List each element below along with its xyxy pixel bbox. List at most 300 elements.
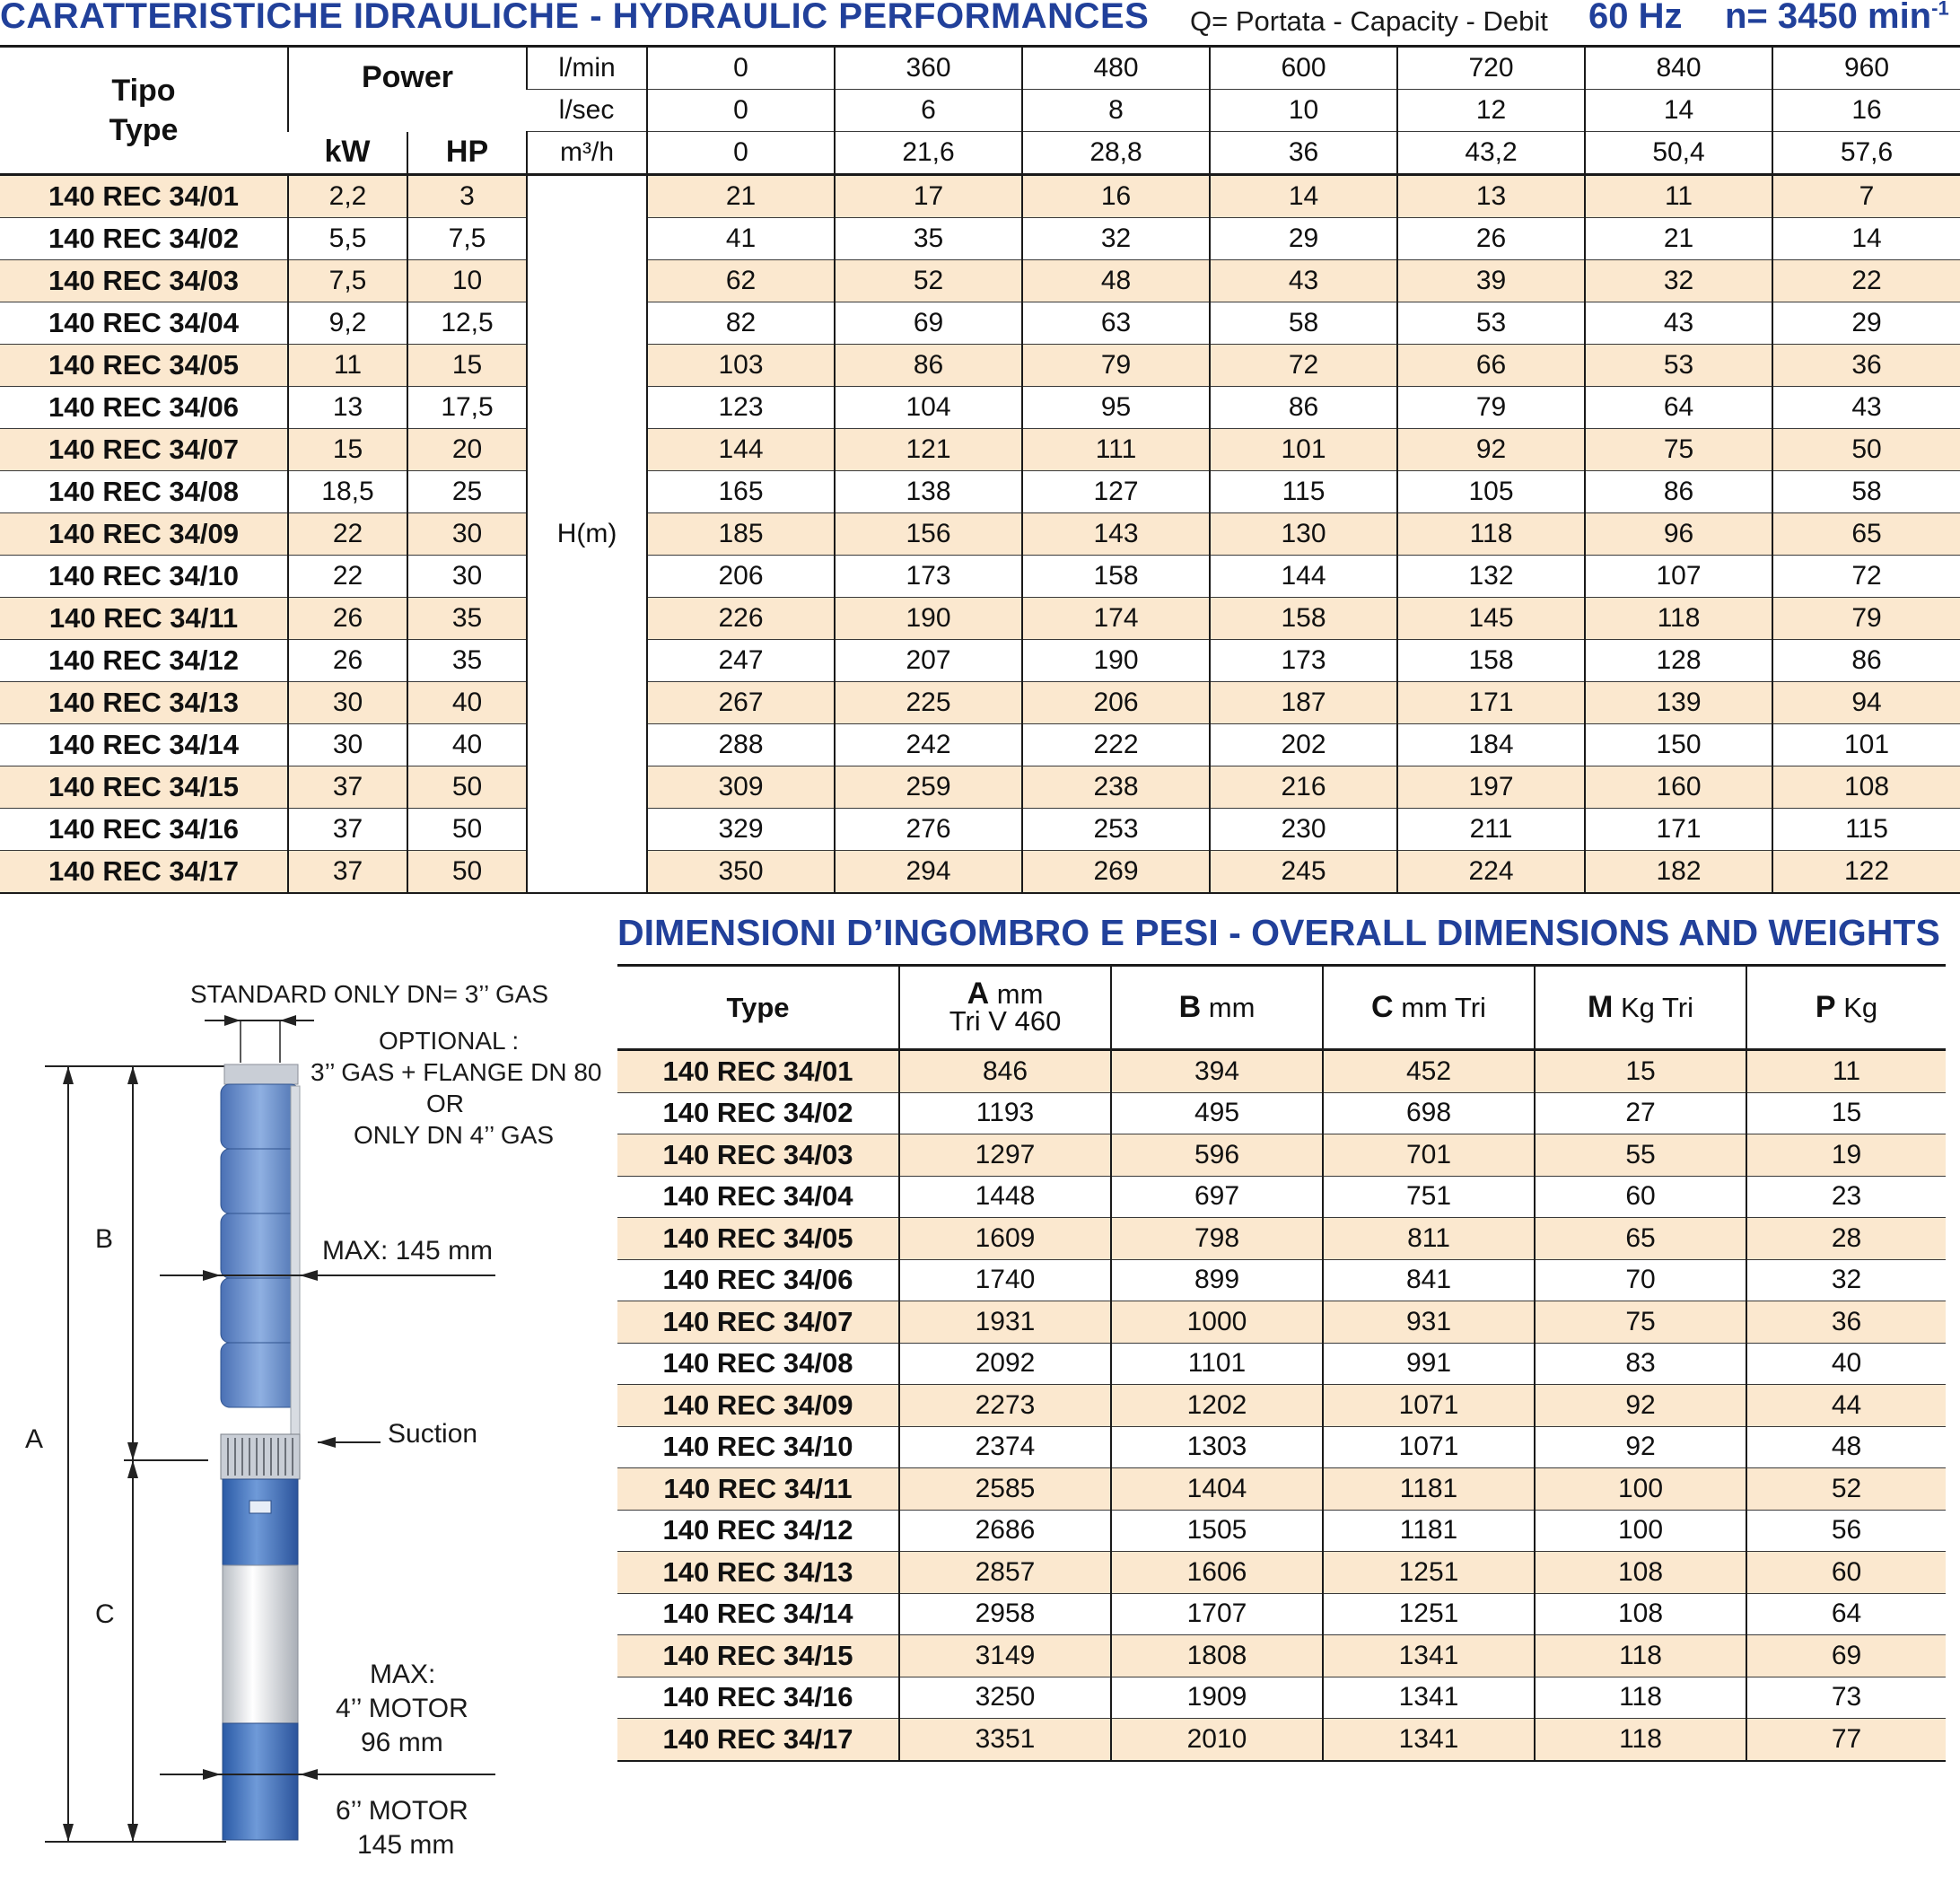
dim-b-value: 899 xyxy=(1111,1259,1323,1301)
head-value: 230 xyxy=(1210,809,1397,851)
dim-p-value: 32 xyxy=(1746,1259,1946,1301)
head-value: 115 xyxy=(1210,471,1397,513)
pump-type: 140 REC 34/14 xyxy=(0,724,288,766)
q-lmin-6: 960 xyxy=(1772,47,1960,90)
power-hp: 15 xyxy=(407,345,527,387)
dim-b-label: B xyxy=(95,1224,114,1254)
speed-label: n= 3450 $\min^{-1}$ xyxy=(1725,0,1949,36)
dim-b-value: 1606 xyxy=(1111,1552,1323,1594)
dimension-row xyxy=(617,1301,1946,1344)
head-value: 245 xyxy=(1210,851,1397,894)
dim-a-value: 2958 xyxy=(899,1593,1111,1635)
dim-c-value: 452 xyxy=(1323,1050,1535,1093)
pump-type: 140 REC 34/06 xyxy=(0,387,288,429)
head-value: 122 xyxy=(1772,851,1960,894)
head-value: 108 xyxy=(1772,766,1960,809)
dim-pump-type: 140 REC 34/14 xyxy=(617,1593,899,1635)
dim-p-value: 60 xyxy=(1746,1552,1946,1594)
head-value: 173 xyxy=(835,556,1022,598)
head-value: 253 xyxy=(1022,809,1210,851)
head-value: 65 xyxy=(1772,513,1960,556)
head-value: 309 xyxy=(647,766,835,809)
head-value: 111 xyxy=(1022,429,1210,471)
head-value: 82 xyxy=(647,302,835,345)
head-value: 197 xyxy=(1397,766,1585,809)
dim-c-value: 841 xyxy=(1323,1259,1535,1301)
dimension-row xyxy=(617,1050,1946,1093)
arrow-a-top xyxy=(63,1066,74,1084)
arrow-b-top xyxy=(127,1066,138,1084)
optional-note-4: ONLY DN 4’’ GAS xyxy=(354,1121,555,1149)
head-value: 171 xyxy=(1585,809,1772,851)
head-value: 222 xyxy=(1022,724,1210,766)
dimension-row xyxy=(617,1593,1946,1635)
hydraulic-row xyxy=(0,851,1960,894)
power-header: Power xyxy=(288,47,527,132)
head-value: 238 xyxy=(1022,766,1210,809)
q-m3h-3: 36 xyxy=(1210,132,1397,175)
pump-type: 140 REC 34/15 xyxy=(0,766,288,809)
suction-strainer xyxy=(221,1434,300,1479)
dim-pump-type: 140 REC 34/03 xyxy=(617,1134,899,1177)
head-value: 144 xyxy=(1210,556,1397,598)
head-value: 101 xyxy=(1210,429,1397,471)
power-kw: 13 xyxy=(288,387,407,429)
dim-a-value: 1448 xyxy=(899,1176,1111,1218)
head-value: 53 xyxy=(1585,345,1772,387)
power-hp: 20 xyxy=(407,429,527,471)
head-value: 224 xyxy=(1397,851,1585,894)
dim-m-value: 27 xyxy=(1535,1092,1746,1134)
pump-type: 140 REC 34/11 xyxy=(0,598,288,640)
head-value: 165 xyxy=(647,471,835,513)
head-value: 107 xyxy=(1585,556,1772,598)
dim-pump-type: 140 REC 34/08 xyxy=(617,1343,899,1385)
dim-b-value: 596 xyxy=(1111,1134,1323,1177)
dim-a-value: 3250 xyxy=(899,1677,1111,1719)
q-lsec-0: 0 xyxy=(647,90,835,132)
dimension-row xyxy=(617,1552,1946,1594)
dim-p-header: P Kg xyxy=(1746,966,1946,1050)
head-value: 118 xyxy=(1585,598,1772,640)
dim-a-value: 2092 xyxy=(899,1343,1111,1385)
hydraulic-performance-table xyxy=(0,45,1960,894)
hydraulic-row xyxy=(0,218,1960,260)
power-hp: 35 xyxy=(407,640,527,682)
head-value: 206 xyxy=(647,556,835,598)
dim-pump-type: 140 REC 34/16 xyxy=(617,1677,899,1719)
dim-a-value: 1740 xyxy=(899,1259,1111,1301)
head-value: 79 xyxy=(1022,345,1210,387)
power-hp: 30 xyxy=(407,513,527,556)
pump-type: 140 REC 34/01 xyxy=(0,175,288,218)
hydraulic-row xyxy=(0,260,1960,302)
dim-b-value: 1909 xyxy=(1111,1677,1323,1719)
head-value: 104 xyxy=(835,387,1022,429)
motor4-mm-label: 96 mm xyxy=(361,1728,443,1757)
power-hp: 40 xyxy=(407,724,527,766)
pump-head xyxy=(224,1064,298,1084)
head-value: 86 xyxy=(1585,471,1772,513)
dim-a-label: A xyxy=(25,1424,44,1454)
head-value: 118 xyxy=(1397,513,1585,556)
q-lmin-5: 840 xyxy=(1585,47,1772,90)
optional-note-2: 3’’ GAS + FLANGE DN 80 xyxy=(311,1058,602,1086)
dim-m-value: 60 xyxy=(1535,1176,1746,1218)
head-value: 216 xyxy=(1210,766,1397,809)
head-value: 95 xyxy=(1022,387,1210,429)
power-kw: 9,2 xyxy=(288,302,407,345)
head-value: 75 xyxy=(1585,429,1772,471)
arrow-a-bottom xyxy=(63,1824,74,1842)
dim-b-value: 1202 xyxy=(1111,1385,1323,1427)
arrow-outlet-left xyxy=(224,1015,241,1026)
head-value: 158 xyxy=(1022,556,1210,598)
max-145-label: MAX: 145 mm xyxy=(322,1236,494,1266)
head-value: 259 xyxy=(835,766,1022,809)
dim-a-value: 3149 xyxy=(899,1635,1111,1677)
dim-b-value: 2010 xyxy=(1111,1719,1323,1761)
head-value: 29 xyxy=(1210,218,1397,260)
dim-m-value: 108 xyxy=(1535,1552,1746,1594)
dim-m-header: M Kg Tri xyxy=(1535,966,1746,1050)
head-value: 32 xyxy=(1585,260,1772,302)
power-kw: 11 xyxy=(288,345,407,387)
motor-upper xyxy=(223,1479,298,1565)
head-value: 29 xyxy=(1772,302,1960,345)
power-hp: 7,5 xyxy=(407,218,527,260)
head-value: 72 xyxy=(1772,556,1960,598)
dim-m-value: 92 xyxy=(1535,1426,1746,1468)
dimensions-title: DIMENSIONI D’INGOMBRO E PESI - OVERALL DIMENSIONS AND WEIGHTS xyxy=(617,912,1940,953)
head-value: 41 xyxy=(647,218,835,260)
hydraulic-row xyxy=(0,809,1960,851)
dim-pump-type: 140 REC 34/01 xyxy=(617,1050,899,1093)
dim-b-value: 1101 xyxy=(1111,1343,1323,1385)
dim-pump-type: 140 REC 34/05 xyxy=(617,1218,899,1260)
dim-c-value: 1181 xyxy=(1323,1510,1535,1552)
head-value: 43 xyxy=(1772,387,1960,429)
head-value: 21 xyxy=(647,175,835,218)
head-value: 226 xyxy=(647,598,835,640)
dim-p-value: 69 xyxy=(1746,1635,1946,1677)
dim-p-value: 64 xyxy=(1746,1593,1946,1635)
head-value: 21 xyxy=(1585,218,1772,260)
title-bar xyxy=(0,0,1960,43)
q-lsec-5: 14 xyxy=(1585,90,1772,132)
dim-a-value: 2857 xyxy=(899,1552,1111,1594)
page-title: CARATTERISTICHE IDRAULICHE - HYDRAULIC PERFORMANCES xyxy=(0,0,1150,36)
pump-stage-2 xyxy=(221,1149,300,1213)
power-kw: 30 xyxy=(288,682,407,724)
q-lmin-3: 600 xyxy=(1210,47,1397,90)
dim-p-value: 36 xyxy=(1746,1301,1946,1344)
q-m3h-4: 43,2 xyxy=(1397,132,1585,175)
head-value: 32 xyxy=(1022,218,1210,260)
dimension-row xyxy=(617,1635,1946,1677)
dim-m-value: 65 xyxy=(1535,1218,1746,1260)
frequency-label: 60 Hz xyxy=(1588,0,1683,36)
pump-stage-3 xyxy=(221,1213,300,1278)
q-m3h-2: 28,8 xyxy=(1022,132,1210,175)
dim-a-value: 2686 xyxy=(899,1510,1111,1552)
dim-p-value: 77 xyxy=(1746,1719,1946,1761)
head-value: 139 xyxy=(1585,682,1772,724)
hydraulic-row xyxy=(0,724,1960,766)
dim-p-value: 40 xyxy=(1746,1343,1946,1385)
dim-c-label: C xyxy=(95,1599,115,1629)
dim-c-value: 991 xyxy=(1323,1343,1535,1385)
power-kw: 22 xyxy=(288,513,407,556)
head-value: 66 xyxy=(1397,345,1585,387)
head-value: 202 xyxy=(1210,724,1397,766)
head-value: 79 xyxy=(1397,387,1585,429)
dim-c-value: 751 xyxy=(1323,1176,1535,1218)
head-value: 211 xyxy=(1397,809,1585,851)
head-value: 158 xyxy=(1210,598,1397,640)
head-value: 190 xyxy=(835,598,1022,640)
dim-p-value: 52 xyxy=(1746,1468,1946,1511)
dim-type-header: Type xyxy=(617,966,899,1050)
hydraulic-row xyxy=(0,556,1960,598)
q-m3h-1: 21,6 xyxy=(835,132,1022,175)
hydraulic-row xyxy=(0,598,1960,640)
power-hp: 40 xyxy=(407,682,527,724)
dim-b-value: 1404 xyxy=(1111,1468,1323,1511)
max-label: MAX: xyxy=(370,1660,436,1689)
arrow-max145-right xyxy=(300,1270,318,1281)
dim-m-value: 83 xyxy=(1535,1343,1746,1385)
dim-a-value: 1931 xyxy=(899,1301,1111,1344)
head-value: 11 xyxy=(1585,175,1772,218)
head-value: 144 xyxy=(647,429,835,471)
dim-a-value: 2585 xyxy=(899,1468,1111,1511)
head-value: 86 xyxy=(1772,640,1960,682)
q-lmin-2: 480 xyxy=(1022,47,1210,90)
head-value: 143 xyxy=(1022,513,1210,556)
dim-c-header: C mm Tri xyxy=(1323,966,1535,1050)
dim-pump-type: 140 REC 34/12 xyxy=(617,1510,899,1552)
dim-b-value: 1505 xyxy=(1111,1510,1323,1552)
head-value: 35 xyxy=(835,218,1022,260)
q-lmin-1: 360 xyxy=(835,47,1022,90)
dim-a-value: 2273 xyxy=(899,1385,1111,1427)
dim-pump-type: 140 REC 34/09 xyxy=(617,1385,899,1427)
dim-m-value: 92 xyxy=(1535,1385,1746,1427)
head-value: 121 xyxy=(835,429,1022,471)
dim-m-value: 55 xyxy=(1535,1134,1746,1177)
power-kw: 30 xyxy=(288,724,407,766)
dim-c-value: 701 xyxy=(1323,1134,1535,1177)
dim-pump-type: 140 REC 34/17 xyxy=(617,1719,899,1761)
dim-b-value: 1808 xyxy=(1111,1635,1323,1677)
q-m3h-0: 0 xyxy=(647,132,835,175)
hydraulic-row xyxy=(0,429,1960,471)
dim-a-value: 1609 xyxy=(899,1218,1111,1260)
head-value: 127 xyxy=(1022,471,1210,513)
dim-a-value: 1193 xyxy=(899,1092,1111,1134)
head-value: 173 xyxy=(1210,640,1397,682)
dim-b-value: 495 xyxy=(1111,1092,1323,1134)
motor-body xyxy=(223,1565,298,1723)
unit-lmin: l/min xyxy=(527,47,647,90)
head-value: 150 xyxy=(1585,724,1772,766)
arrow-max145-left xyxy=(203,1270,221,1281)
head-value: 63 xyxy=(1022,302,1210,345)
dim-p-value: 44 xyxy=(1746,1385,1946,1427)
head-value: 174 xyxy=(1022,598,1210,640)
head-value: 62 xyxy=(647,260,835,302)
dim-m-value: 100 xyxy=(1535,1468,1746,1511)
power-hp: 50 xyxy=(407,851,527,894)
dim-b-value: 1000 xyxy=(1111,1301,1323,1344)
dimension-row xyxy=(617,1134,1946,1177)
head-value: 14 xyxy=(1772,218,1960,260)
dim-pump-type: 140 REC 34/04 xyxy=(617,1176,899,1218)
head-value: 329 xyxy=(647,809,835,851)
head-value: 242 xyxy=(835,724,1022,766)
power-hp: 25 xyxy=(407,471,527,513)
head-value: 184 xyxy=(1397,724,1585,766)
head-value: 58 xyxy=(1210,302,1397,345)
pump-stage-1 xyxy=(221,1084,300,1149)
power-kw: 2,2 xyxy=(288,175,407,218)
hydraulic-row xyxy=(0,640,1960,682)
pump-type: 140 REC 34/13 xyxy=(0,682,288,724)
hydraulic-row xyxy=(0,345,1960,387)
arrow-c-top xyxy=(127,1460,138,1478)
q-m3h-6: 57,6 xyxy=(1772,132,1960,175)
q-lsec-4: 12 xyxy=(1397,90,1585,132)
head-value: 207 xyxy=(835,640,1022,682)
optional-note-3: OR xyxy=(426,1090,464,1117)
head-value: 206 xyxy=(1022,682,1210,724)
motor-label xyxy=(249,1501,271,1513)
dim-c-value: 811 xyxy=(1323,1218,1535,1260)
dim-m-value: 70 xyxy=(1535,1259,1746,1301)
power-kw: 37 xyxy=(288,766,407,809)
power-hp: 10 xyxy=(407,260,527,302)
cable-guard xyxy=(291,1086,300,1434)
head-value: 138 xyxy=(835,471,1022,513)
arrow-motor-left xyxy=(203,1769,221,1780)
hydraulic-row xyxy=(0,175,1960,218)
q-lsec-2: 8 xyxy=(1022,90,1210,132)
dim-c-value: 1251 xyxy=(1323,1593,1535,1635)
head-value: 13 xyxy=(1397,175,1585,218)
pump-type: 140 REC 34/05 xyxy=(0,345,288,387)
dim-m-value: 118 xyxy=(1535,1635,1746,1677)
head-value: 105 xyxy=(1397,471,1585,513)
dim-pump-type: 140 REC 34/02 xyxy=(617,1092,899,1134)
head-value: 156 xyxy=(835,513,1022,556)
q-lmin-0: 0 xyxy=(647,47,835,90)
head-value: 79 xyxy=(1772,598,1960,640)
dim-a-value: 2374 xyxy=(899,1426,1111,1468)
head-value: 86 xyxy=(1210,387,1397,429)
dim-a-value: 1297 xyxy=(899,1134,1111,1177)
capacity-note: Q= Portata - Capacity - Debit xyxy=(1190,5,1548,37)
dim-c-value: 1251 xyxy=(1323,1552,1535,1594)
power-hp: 3 xyxy=(407,175,527,218)
head-value: 39 xyxy=(1397,260,1585,302)
dimension-row xyxy=(617,1677,1946,1719)
head-value: 69 xyxy=(835,302,1022,345)
dim-pump-type: 140 REC 34/07 xyxy=(617,1301,899,1344)
power-hp: 30 xyxy=(407,556,527,598)
q-m3h-5: 50,4 xyxy=(1585,132,1772,175)
type-header xyxy=(0,47,288,175)
dimension-row xyxy=(617,1218,1946,1260)
dim-pump-type: 140 REC 34/10 xyxy=(617,1426,899,1468)
power-hp: 17,5 xyxy=(407,387,527,429)
power-kw: 37 xyxy=(288,851,407,894)
head-value: 52 xyxy=(835,260,1022,302)
head-value: 94 xyxy=(1772,682,1960,724)
pump-type: 140 REC 34/09 xyxy=(0,513,288,556)
head-value: 185 xyxy=(647,513,835,556)
power-kw: 37 xyxy=(288,809,407,851)
pump-type: 140 REC 34/16 xyxy=(0,809,288,851)
type-header-en: Type xyxy=(109,113,179,147)
power-kw: 18,5 xyxy=(288,471,407,513)
dim-p-value: 73 xyxy=(1746,1677,1946,1719)
dim-p-value: 19 xyxy=(1746,1134,1946,1177)
head-value: 43 xyxy=(1585,302,1772,345)
pump-type: 140 REC 34/04 xyxy=(0,302,288,345)
head-value: 50 xyxy=(1772,429,1960,471)
dimension-row xyxy=(617,1385,1946,1427)
dimension-row xyxy=(617,1092,1946,1134)
arrow-suction xyxy=(318,1437,336,1448)
dim-a-value: 846 xyxy=(899,1050,1111,1093)
dimension-row xyxy=(617,1176,1946,1218)
head-value: 350 xyxy=(647,851,835,894)
dimension-row xyxy=(617,1426,1946,1468)
dim-p-value: 48 xyxy=(1746,1426,1946,1468)
dim-c-value: 1341 xyxy=(1323,1635,1535,1677)
dim-c-value: 931 xyxy=(1323,1301,1535,1344)
q-lsec-6: 16 xyxy=(1772,90,1960,132)
dimension-row xyxy=(617,1510,1946,1552)
power-hp: 12,5 xyxy=(407,302,527,345)
pump-type: 140 REC 34/02 xyxy=(0,218,288,260)
head-value: 53 xyxy=(1397,302,1585,345)
head-value: 247 xyxy=(647,640,835,682)
pump-stage-4 xyxy=(221,1278,300,1343)
head-value: 145 xyxy=(1397,598,1585,640)
head-value: 128 xyxy=(1585,640,1772,682)
pump-stage-5 xyxy=(221,1343,300,1407)
head-label: H(m) xyxy=(527,175,647,894)
arrow-outlet-right xyxy=(280,1015,296,1026)
head-value: 187 xyxy=(1210,682,1397,724)
pump-type: 140 REC 34/12 xyxy=(0,640,288,682)
hydraulic-row xyxy=(0,766,1960,809)
pump-type: 140 REC 34/08 xyxy=(0,471,288,513)
arrow-motor-right xyxy=(300,1769,318,1780)
dim-m-value: 75 xyxy=(1535,1301,1746,1344)
head-value: 26 xyxy=(1397,218,1585,260)
head-value: 14 xyxy=(1210,175,1397,218)
head-value: 7 xyxy=(1772,175,1960,218)
hydraulic-row xyxy=(0,471,1960,513)
head-value: 132 xyxy=(1397,556,1585,598)
power-kw: 26 xyxy=(288,598,407,640)
arrow-c-bottom xyxy=(127,1824,138,1842)
hydraulic-row xyxy=(0,302,1960,345)
head-value: 72 xyxy=(1210,345,1397,387)
